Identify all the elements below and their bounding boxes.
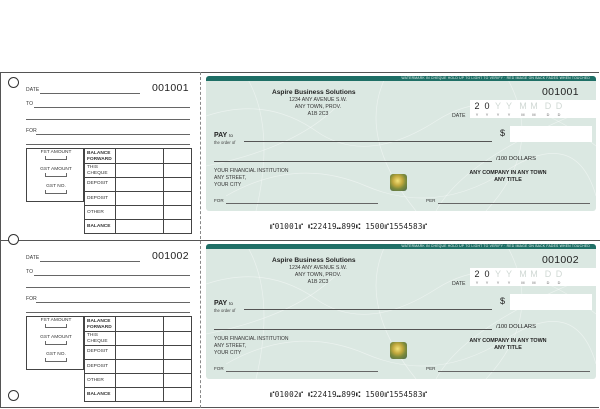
- amount-field[interactable]: [510, 126, 592, 142]
- cheque-face: [206, 76, 596, 211]
- date-label: DATE: [452, 281, 466, 287]
- stub-for-label: FOR: [26, 128, 37, 134]
- company-address-line: 1234 ANY AVENUE S.W.: [289, 97, 347, 103]
- date-format-letter: M: [532, 281, 536, 285]
- balance-label: BALANCE: [87, 392, 111, 397]
- amount-field[interactable]: [510, 294, 592, 310]
- gst-no-label: GST NO.: [46, 352, 66, 357]
- security-band-text: WATERMARK IN CHEQUE HOLD UP TO LIGHT TO VERIFY · RED IMAGE ON BACK FADES WHEN TOUCHED: [401, 244, 590, 248]
- date-format-letter: M: [532, 113, 536, 117]
- balance-label: BALANCE: [87, 224, 111, 229]
- amount-words-line[interactable]: [214, 161, 492, 162]
- date-format-letter: M: [521, 281, 525, 285]
- bank-line: ANY STREET,: [214, 175, 247, 181]
- date-digit-ghost: M: [519, 101, 527, 111]
- balance-row-line: [85, 163, 192, 164]
- balance-row-line: [85, 219, 192, 220]
- date-format-letter: D: [557, 113, 561, 117]
- date-digit-ghost: D: [544, 101, 552, 111]
- pay-to-text: to: [229, 133, 233, 138]
- signer-title: ANY TITLE: [494, 177, 522, 183]
- date-digit-ghost: D: [544, 269, 552, 279]
- stub-number: 001001: [152, 82, 189, 94]
- date-digit-ghost: Y: [505, 101, 512, 111]
- bank-line: YOUR FINANCIAL INSTITUTION: [214, 336, 289, 342]
- tax-box: [26, 148, 84, 202]
- date-digit-ghost: M: [530, 269, 538, 279]
- signer-company: ANY COMPANY IN ANY TOWN: [469, 338, 547, 344]
- company-name: Aspire Business Solutions: [272, 257, 356, 264]
- date-format-letter: Y: [475, 281, 479, 285]
- memo-line[interactable]: [226, 371, 378, 372]
- date-digit-ghost: Y: [494, 101, 501, 111]
- stub-date-label: DATE: [26, 255, 40, 261]
- stub-date-line: [40, 261, 140, 262]
- dollar-sign: $: [500, 296, 506, 306]
- balance-row-line: [85, 345, 192, 346]
- date-digit: 2: [474, 269, 480, 279]
- bank-line: YOUR FINANCIAL INSTITUTION: [214, 168, 289, 174]
- signature-label: PER: [426, 366, 436, 371]
- bank-line: YOUR CITY: [214, 350, 242, 356]
- pay-label: [214, 132, 233, 139]
- fst-amount-label: FST AMOUNT: [40, 150, 72, 155]
- stub-to-line: [34, 275, 190, 276]
- cheque-stub: [0, 72, 200, 240]
- stub-to-line-2: [26, 119, 190, 120]
- stub-to-label: TO: [26, 101, 34, 107]
- stub-for-line-2: [26, 312, 190, 313]
- stub-to-label: TO: [26, 269, 34, 275]
- balance-row-line: [85, 373, 192, 374]
- stub-date-line: [40, 93, 140, 94]
- cheque-stub: [0, 240, 200, 408]
- company-address-line: 1234 ANY AVENUE S.W.: [289, 265, 347, 271]
- hologram-icon: [390, 342, 407, 359]
- stub-for-line-2: [26, 144, 190, 145]
- signature-label: PER: [426, 198, 436, 203]
- this-cheque-label: THIS CHEQUE: [87, 165, 108, 176]
- balance-table: [84, 316, 192, 402]
- tax-box: [26, 316, 84, 370]
- pay-label: [214, 300, 233, 307]
- balance-forward-label: BALANCE FORWARD: [87, 319, 112, 330]
- balance-row-line: [85, 205, 192, 206]
- stub-for-line: [36, 134, 190, 135]
- signature-line[interactable]: [438, 371, 590, 372]
- gst-no-field: [45, 190, 67, 194]
- date-digit: 0: [484, 269, 490, 279]
- stub-for-line: [36, 302, 190, 303]
- date-digit-ghost: D: [555, 101, 563, 111]
- cheque-face: [206, 244, 596, 379]
- stub-for-label: FOR: [26, 296, 37, 302]
- amount-words-line[interactable]: [214, 329, 492, 330]
- hundred-dollars-label: /100 DOLLARS: [496, 324, 536, 330]
- security-band: [206, 76, 596, 81]
- security-band: [206, 244, 596, 249]
- date-format-letter: Y: [485, 113, 489, 117]
- gst-amount-label: GST AMOUNT: [40, 335, 72, 340]
- date-format-letter: D: [546, 281, 550, 285]
- date-field[interactable]: [470, 100, 596, 118]
- memo-line[interactable]: [226, 203, 378, 204]
- security-band-text: WATERMARK IN CHEQUE HOLD UP TO LIGHT TO VERIFY · RED IMAGE ON BACK FADES WHEN TOUCHED: [401, 76, 590, 80]
- deposit-label: DEPOSIT: [87, 349, 109, 354]
- deposit-label: DEPOSIT: [87, 364, 109, 369]
- date-format-letter: Y: [485, 281, 489, 285]
- deposit-label: DEPOSIT: [87, 181, 109, 186]
- cheque-number: 001001: [542, 86, 579, 98]
- pay-to-text: to: [229, 301, 233, 306]
- deposit-label: DEPOSIT: [87, 196, 109, 201]
- gst-amount-field: [45, 173, 67, 177]
- date-format-letter: Y: [475, 113, 479, 117]
- gst-no-field: [45, 358, 67, 362]
- stub-to-line: [34, 107, 190, 108]
- fst-amount-field: [45, 324, 67, 328]
- gst-amount-label: GST AMOUNT: [40, 167, 72, 172]
- order-of-label: the order of: [214, 140, 236, 145]
- cheque-sheet: [0, 72, 600, 409]
- date-digit-ghost: Y: [494, 269, 501, 279]
- order-of-label: the order of: [214, 308, 236, 313]
- date-format-letter: M: [521, 113, 525, 117]
- date-digit-ghost: M: [530, 101, 538, 111]
- hologram-icon: [390, 174, 407, 191]
- memo-label: FOR: [214, 198, 224, 203]
- fst-amount-label: FST AMOUNT: [40, 318, 72, 323]
- signature-line[interactable]: [438, 203, 590, 204]
- other-label: OTHER: [87, 378, 104, 383]
- balance-row-line: [85, 331, 192, 332]
- signer-title: ANY TITLE: [494, 345, 522, 351]
- bank-line: YOUR CITY: [214, 182, 242, 188]
- date-digit-ghost: Y: [505, 269, 512, 279]
- stub-date-label: DATE: [26, 87, 40, 93]
- memo-label: FOR: [214, 366, 224, 371]
- micr-line: ⑈01001⑈ ⑆22419⑉899⑆ 1500⑈1554583⑈: [270, 222, 428, 231]
- stub-to-line-2: [26, 287, 190, 288]
- company-address-line: A1B 2C3: [307, 111, 329, 117]
- date-format-letter: D: [546, 113, 550, 117]
- balance-forward-label: BALANCE FORWARD: [87, 151, 112, 162]
- other-label: OTHER: [87, 210, 104, 215]
- micr-line: ⑈01002⑈ ⑆22419⑉899⑆ 1500⑈1554583⑈: [270, 390, 428, 399]
- hundred-dollars-label: /100 DOLLARS: [496, 156, 536, 162]
- gst-amount-field: [45, 341, 67, 345]
- date-digit: 2: [474, 101, 480, 111]
- fst-amount-field: [45, 156, 67, 160]
- gst-no-label: GST NO.: [46, 184, 66, 189]
- date-digit-ghost: D: [555, 269, 563, 279]
- payee-line[interactable]: [244, 309, 492, 310]
- balance-row-line: [85, 387, 192, 388]
- date-format-letter: Y: [496, 113, 500, 117]
- date-format-letter: Y: [507, 113, 511, 117]
- dollar-sign: $: [500, 128, 506, 138]
- date-digit-ghost: M: [519, 269, 527, 279]
- company-address-line: A1B 2C3: [307, 279, 329, 285]
- date-format-letter: D: [557, 281, 561, 285]
- pay-text: PAY: [214, 300, 228, 307]
- date-label: DATE: [452, 113, 466, 119]
- stub-number: 001002: [152, 250, 189, 262]
- cheque-number: 001002: [542, 254, 579, 266]
- company-name: Aspire Business Solutions: [272, 89, 356, 96]
- balance-row-line: [85, 359, 192, 360]
- payee-line[interactable]: [244, 141, 492, 142]
- date-digit: 0: [484, 101, 490, 111]
- company-address-line: ANY TOWN, PROV.: [294, 104, 342, 110]
- balance-row-line: [85, 191, 192, 192]
- bank-line: ANY STREET,: [214, 343, 247, 349]
- date-format-letter: Y: [507, 281, 511, 285]
- pay-text: PAY: [214, 132, 228, 139]
- date-field[interactable]: [470, 268, 596, 286]
- company-address-line: ANY TOWN, PROV.: [294, 272, 342, 278]
- balance-row-line: [85, 177, 192, 178]
- balance-table: [84, 148, 192, 234]
- date-format-letter: Y: [496, 281, 500, 285]
- signer-company: ANY COMPANY IN ANY TOWN: [469, 170, 547, 176]
- this-cheque-label: THIS CHEQUE: [87, 333, 108, 344]
